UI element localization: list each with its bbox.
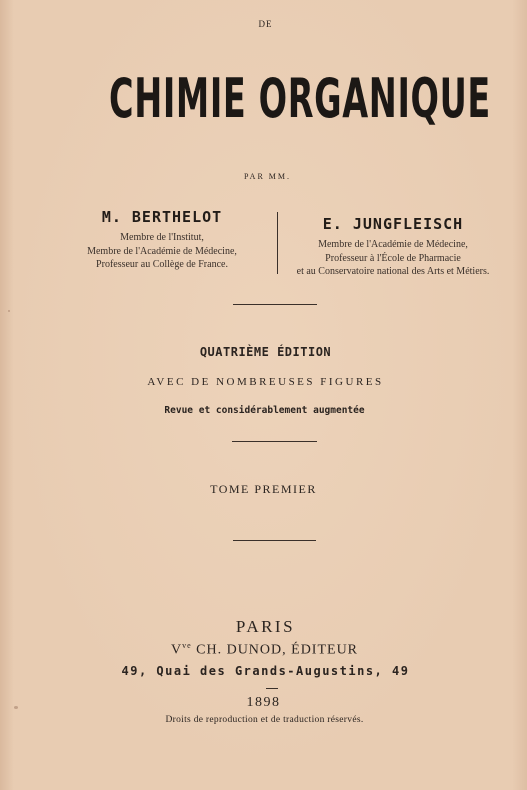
author-divider xyxy=(277,212,278,274)
publisher-address: 49, Quai des Grands-Augustins, 49 xyxy=(121,664,410,678)
publication-year: 1898 xyxy=(246,695,281,710)
publisher-prefix: V xyxy=(170,642,183,658)
foxing-spot xyxy=(8,310,10,312)
by-authors-label: PAR MM. xyxy=(243,172,292,181)
author-jungfleisch xyxy=(282,0,504,279)
author-credential: Professeur à l'École de Pharmacie xyxy=(325,252,461,264)
title-prefix: DE xyxy=(258,19,273,29)
author-berthelot xyxy=(52,0,272,272)
book-title: CHIMIE ORGANIQUE xyxy=(109,67,491,130)
foxing-spot xyxy=(14,706,18,709)
volume-label: TOME PREMIER xyxy=(210,482,317,496)
author-name: E. JUNGFLEISCH xyxy=(322,215,464,233)
author-credential: Membre de l'Académie de Médecine, xyxy=(87,245,237,257)
publisher-name-text: CH. DUNOD, ÉDITEUR xyxy=(191,642,359,658)
figures-note: AVEC DE NOMBREUSES FIGURES xyxy=(147,376,384,388)
divider-rule xyxy=(233,304,317,305)
author-credential: Professeur au Collège de France. xyxy=(96,259,228,270)
publisher-city: PARIS xyxy=(235,617,296,636)
author-credential: Membre de l'Institut, xyxy=(120,232,204,243)
publisher-name xyxy=(1,641,527,659)
author-credential: Membre de l'Académie de Médecine, xyxy=(318,239,468,250)
author-name: M. BERTHELOT xyxy=(101,208,223,226)
divider-rule xyxy=(233,540,316,541)
author-credential: et au Conservatoire national des Arts et Métiers. xyxy=(296,266,490,277)
revision-note: Revue et considérablement augmentée xyxy=(164,405,365,416)
publisher-prefix-sup: ve xyxy=(182,641,192,650)
rights-notice: Droits de reproduction et de traduction réservés. xyxy=(165,715,364,725)
short-rule xyxy=(266,688,278,689)
divider-rule xyxy=(232,441,317,442)
edition-label: QUATRIÈME ÉDITION xyxy=(199,345,332,359)
